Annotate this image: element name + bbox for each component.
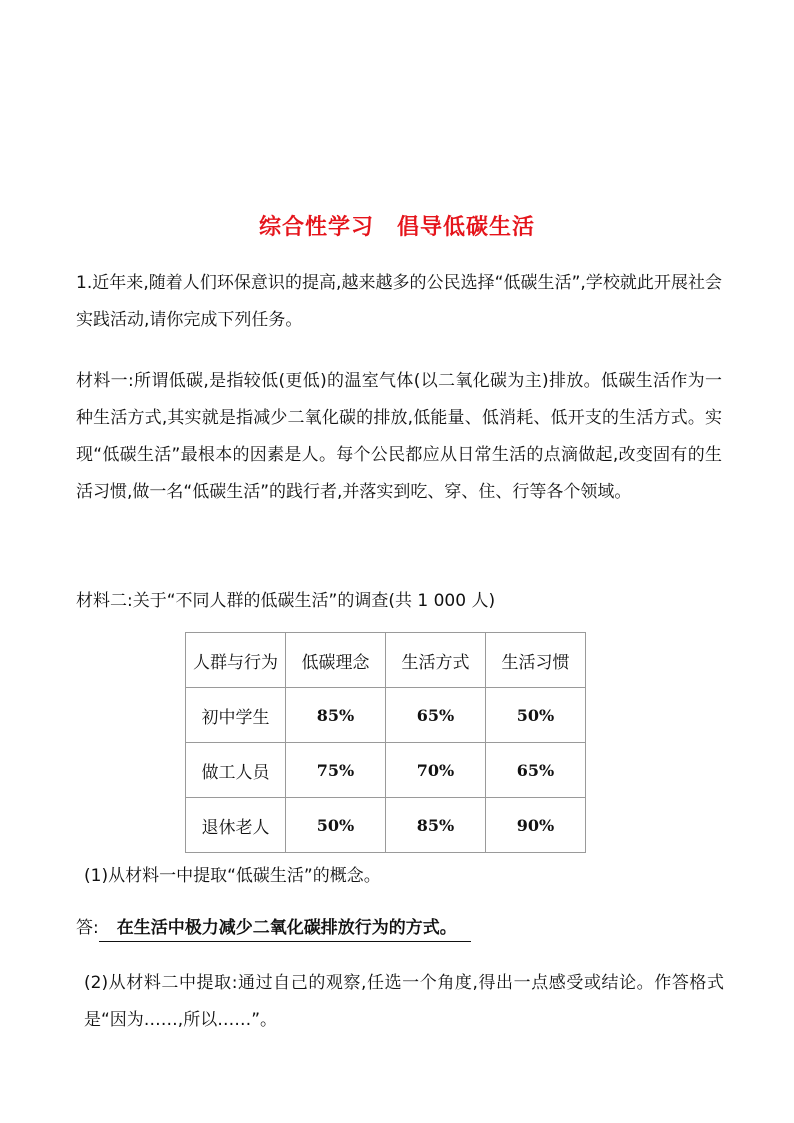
material-one: 材料一:所谓低碳,是指较低(更低)的温室气体(以二氧化碳为主)排放。低碳生活作为一种生活方式,其实就是指减少二氧化碳的排放,低能量、低消耗、低开支的生活方式。实现“低碳生活”最根本的因素是人。每个公民都应从日常生活的点滴做起,改变固有的生活习惯,做一名“低碳生活”的践行者,并落实到吃、穿、住、行等各个领域。	[76, 371, 722, 502]
table-cell: 90%	[486, 798, 586, 853]
answer-line	[76, 913, 471, 943]
table-row	[186, 743, 586, 798]
table-header-cell: 人群与行为	[186, 633, 286, 688]
table-cell: 50%	[286, 798, 386, 853]
table-cell: 85%	[386, 798, 486, 853]
sub-question-one: (1)从材料一中提取“低碳生活”的概念。	[84, 866, 381, 886]
answer-blank: 在生活中极力减少二氧化碳排放行为的方式。	[99, 915, 471, 942]
table-row-label: 初中学生	[186, 688, 286, 743]
table-row-label: 做工人员	[186, 743, 286, 798]
table-cell: 65%	[486, 743, 586, 798]
table-header-cell: 生活习惯	[486, 633, 586, 688]
survey-table	[185, 632, 586, 853]
sub-question-two: (2)从材料二中提取:通过自己的观察,任选一个角度,得出一点感受或结论。作答格式是“因为……,所以……”。	[84, 973, 724, 1030]
table-row	[186, 688, 586, 743]
table-cell: 50%	[486, 688, 586, 743]
table-cell: 65%	[386, 688, 486, 743]
table-header-row	[186, 633, 586, 688]
question-stem: 1.近年来,随着人们环保意识的提高,越来越多的公民选择“低碳生活”,学校就此开展社会实践活动,请你完成下列任务。	[76, 273, 722, 330]
material-two-title: 材料二:关于“不同人群的低碳生活”的调查(共 1 000 人)	[76, 591, 496, 611]
table-row-label: 退休老人	[186, 798, 286, 853]
answer-label: 答:	[76, 918, 99, 938]
table-cell: 75%	[286, 743, 386, 798]
table-cell: 85%	[286, 688, 386, 743]
page-title: 综合性学习 倡导低碳生活	[258, 215, 535, 240]
table-header-cell: 生活方式	[386, 633, 486, 688]
table-row	[186, 798, 586, 853]
table-header-cell: 低碳理念	[286, 633, 386, 688]
table-cell: 70%	[386, 743, 486, 798]
